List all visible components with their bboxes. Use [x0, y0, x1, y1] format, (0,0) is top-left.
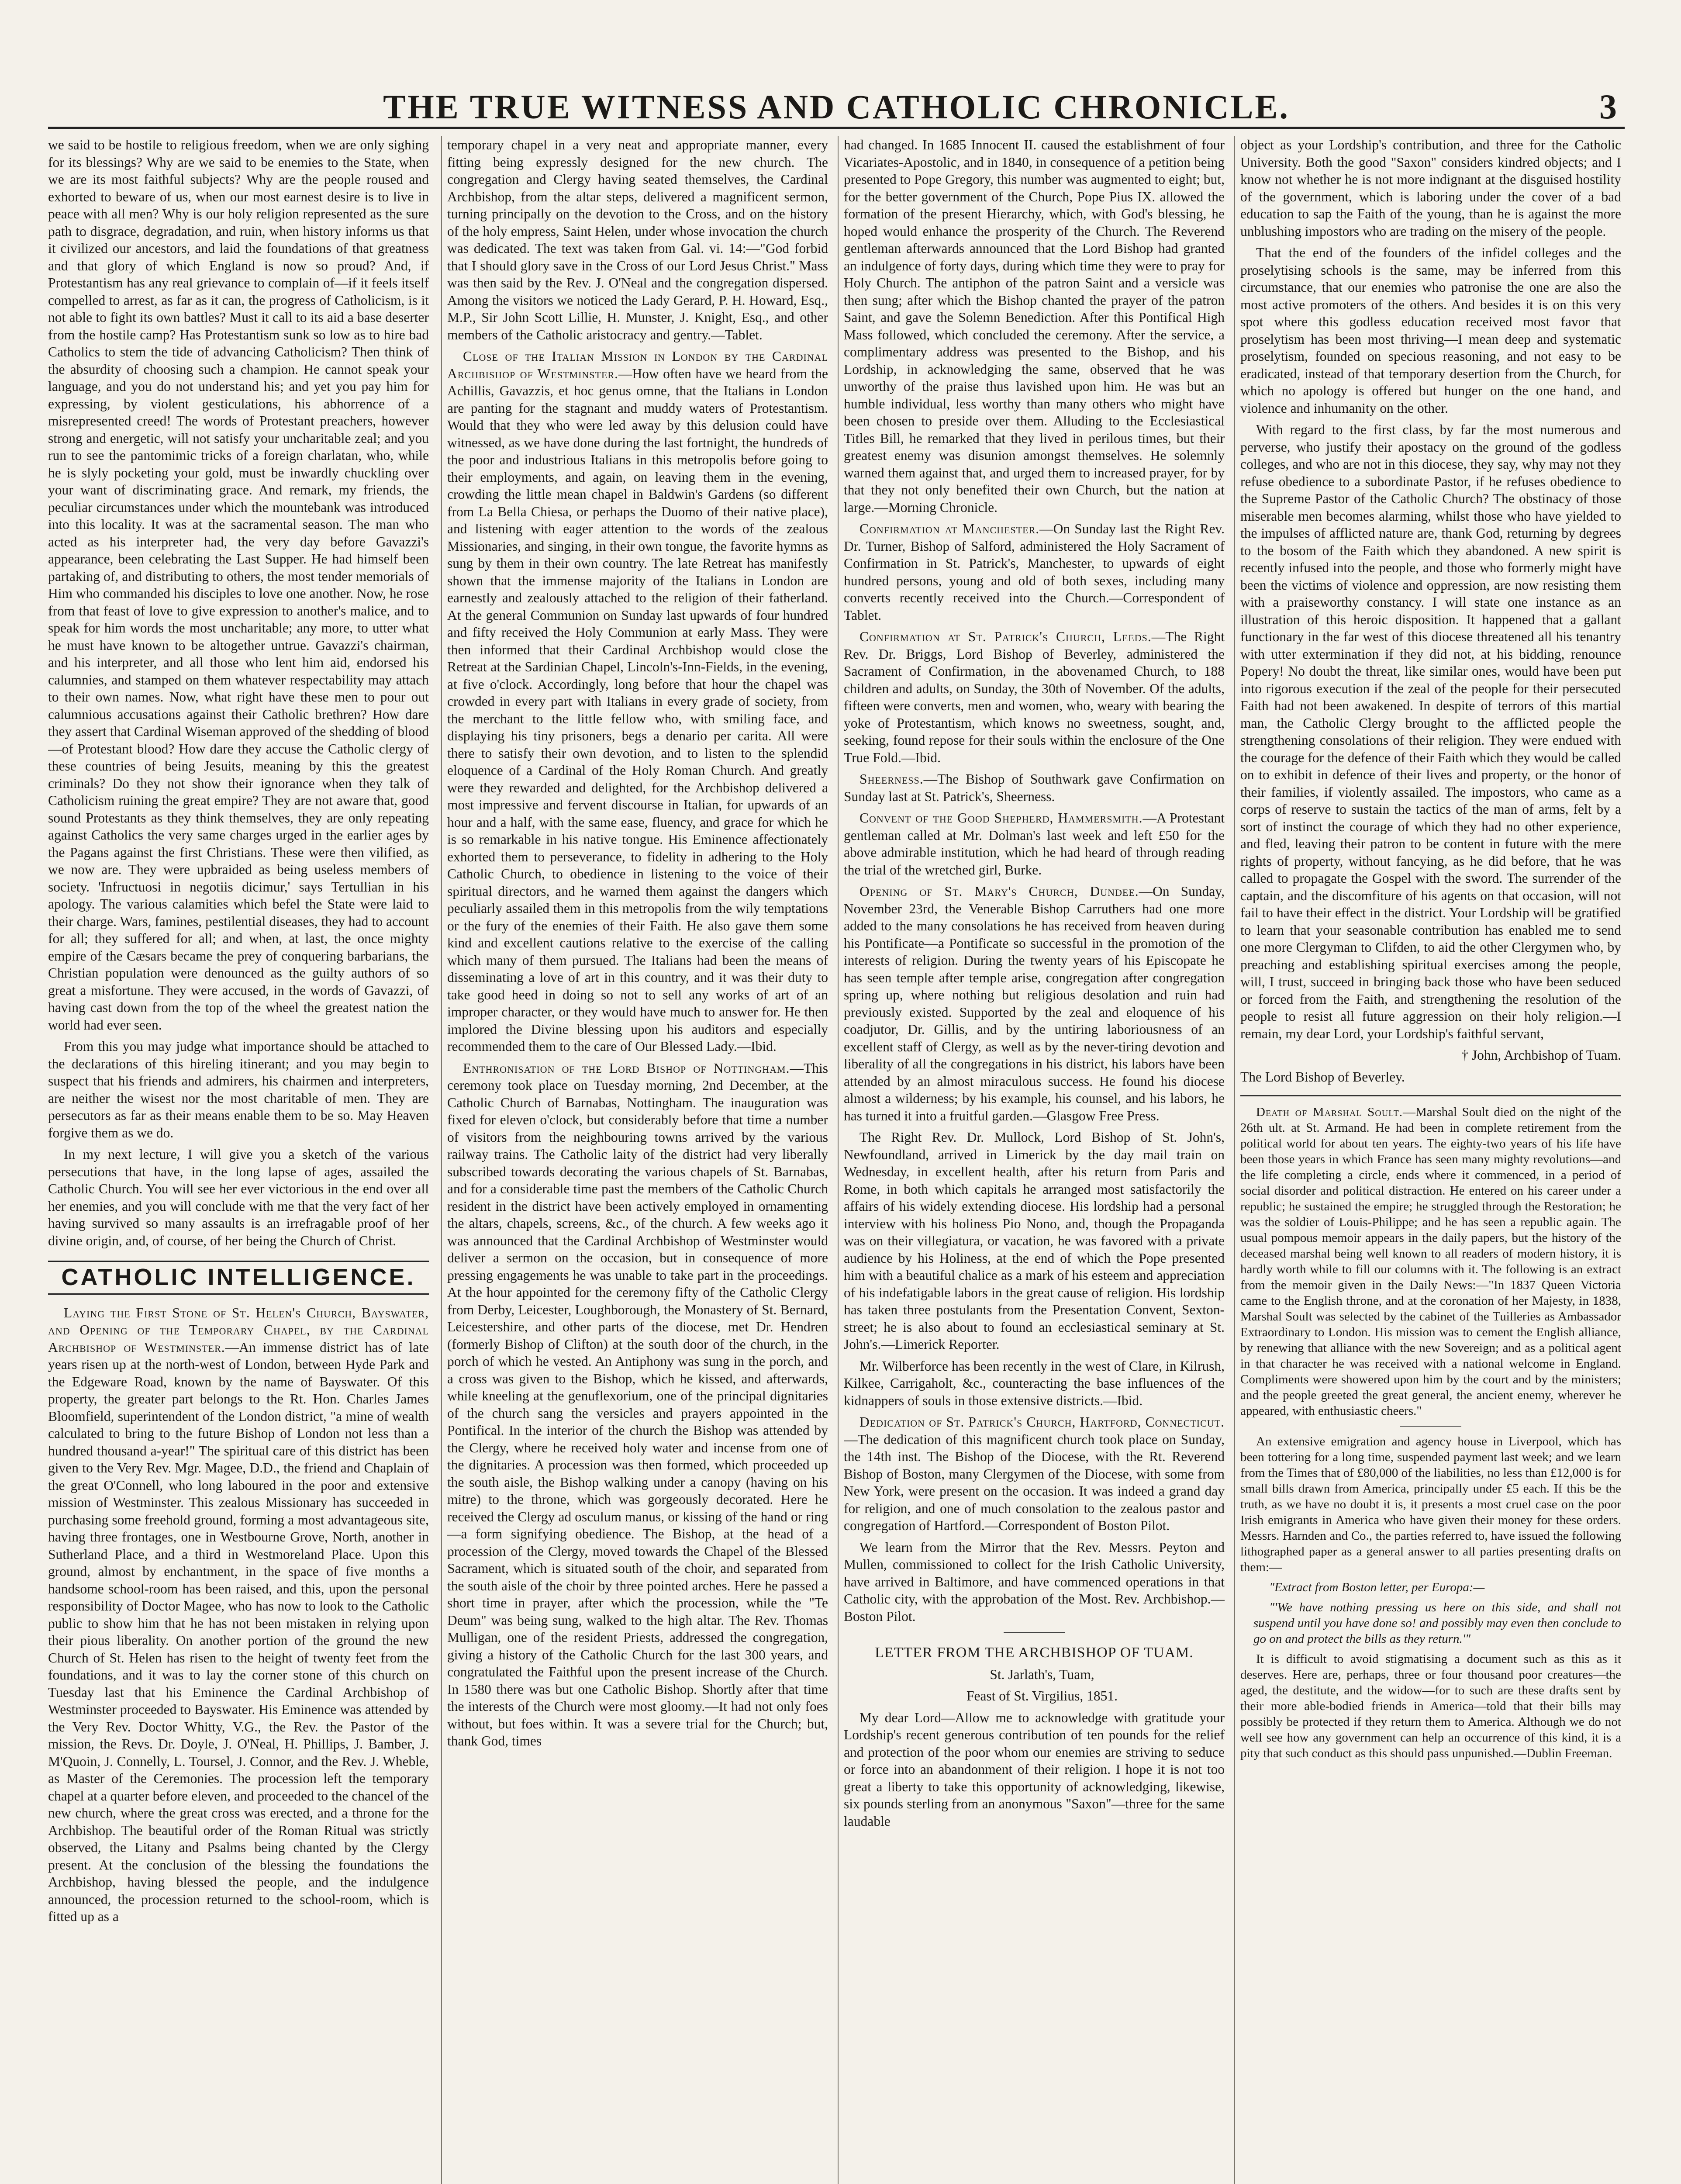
article-body: —On Sunday last the Right Rev. Dr. Turner, Bishop of Salford, administered the Holy Sacrament of Confirmation in St. Patrick's, Manchester, to upwards of eight hundred persons, young and old of both sexes, including many converts recently received into the Church.—Correspondent of Tablet. [844, 521, 1225, 623]
letter-addressee: The Lord Bishop of Beverley. [1240, 1069, 1405, 1085]
article-leeds [844, 628, 1225, 766]
letter-date: Feast of St. Virgilius, 1851. [966, 1688, 1118, 1704]
article-dundee [844, 883, 1225, 1124]
column-rule [838, 136, 839, 2184]
article-body: —On Sunday, November 23rd, the Venerable Bishop Carruthers had one more added to the many consolations he has received from heaven during his Pontificate—a Pontificate so successful in the promotion of the interests of religion. During the twenty years of his Episcopate he has seen temple after temple arise, congregation after congregation spring up, where nothing but religious desolation and ruin had previously existed. Supported by the zeal and eloquence of his coadjutor, Dr. Gillis, and by the untiring laboriousness of an excellent staff of Clergy, as well as by the never-tiring devotion and liberality of all the congregations in his district, his labors have been attended by an almost miraculous success. He found his diocese almost a wilderness; by his example, his counsel, and his labors, he has turned it into a fruitful garden.—Glasgow Free Press. [844, 884, 1225, 1123]
letter-place: St. Jarlath's, Tuam, [990, 1666, 1094, 1682]
article-body: —The Right Rev. Dr. Briggs, Lord Bishop of Beverley, administered the Sacrament of Confirmation, in the abovenamed Church, to 188 children and adults, on Sunday, the 30th of November. Of the adults, fifteen were converts, men and women, who, weary with bearing the yoke of Protestantism, which knows no sweetness, sought, and, seeking, found repose for their souls within the enclosure of the One True Fold.—Ibid. [844, 629, 1225, 765]
article-body: —This ceremony took place on Tuesday morning, 2nd December, at the Catholic Church of Barnabas, Nottingham. The inauguration was fixed for eleven o'clock, but considerably before that time a number of visitors from the neighbouring towns arrived by the various railway trains. The Catholic laity of the district had very liberally subscribed towards decorating the various chapels of St. Barnabas, and for a considerable time past the members of the Catholic Church resident in the district have been actively employed in ornamenting the altars, chapels, screens, &c., of the church. A few weeks ago it was announced that the Cardinal Archbishop of Westminster would deliver a sermon on the occasion, but in consequence of more pressing engagements he was unable to take part in the proceedings. At the hour appointed for the ceremony fifty of the Catholic Clergy from Derby, Leicester, Loughborough, the Monastery of St. Bernard, Leicestershire, and other parts of the diocese, met Dr. Hendren (formerly Bishop of Clifton) at the south door of the church, in the porch of which he vested. An Antiphony was sung in the porch, and a cross was given to the Bishop, which he kissed, and afterwards, while kneeling at the genuflexorium, one of the principal dignitaries of the church sang the versicles and prayers appointed in the Pontifical. In the interior of the church the Bishop was attended by the Clergy, where he received holy water and incense from one of the dignitaries. A procession was then formed, which proceeded up the south aisle, the Bishop walking under a canopy (having on his mitre) to the throne, which was gorgeously decorated. Here he received the Clergy ad osculum manus, or kissing of the hand or ring—a form signifying obedience. The Bishop, at the head of a procession of the Clergy, moved towards the Chapel of the Blessed Sacrament, which is situated south of the choir, and separated from the south aisle of the choir by three pointed arches. Here he passed a short time in prayer, after which the procession, while the "Te Deum" was being sung, walked to the high altar. The Rev. Thomas Mulligan, one of the resident Priests, addressed the congregation, giving a history of the Catholic Church for the last 300 years, and congratulated the Faithful upon the present increase of the Church. In 1580 there was but one Catholic Bishop. Shortly after that time the interests of the Church were most gloomy.—It had not only foes without, but foes within. It was a severe trial for the Church; but, thank God, times [447, 1060, 828, 1749]
article-hartford [844, 1413, 1225, 1534]
article-continuation: temporary chapel in a very neat and appropriate manner, every fitting being expressly designed for the new church. The congregation and Clergy having seated themselves, the Cardinal Archbishop, from the altar steps, delivered a magnificent sermon, turning principally on the devotion to the Cross, and on the history of the holy empress, Saint Helen, under whose invocation the church was dedicated. The text was taken from Gal. vi. 14:—"God forbid that I should glory save in the Cross of our Lord Jesus Christ." Mass was then said by the Rev. J. O'Neal and the congregation dispersed. Among the visitors we noticed the Lady Gerard, P. H. Howard, Esq., M.P., Sir John Scott Lillie, H. Munster, J. Knight, Esq., and other members of the Catholic aristocracy and gentry.—Tablet. [447, 137, 828, 342]
article-headline: Close of the Italian Mission in London by the Cardinal Archbishop of Westminster. [447, 349, 828, 381]
masthead [48, 78, 1625, 129]
article-mullock: The Right Rev. Dr. Mullock, Lord Bishop of St. John's, Newfoundland, arrived in Limerick by the day mail train on Wednesday, in excellent health, after his return from Paris and Rome, in both which capitals he arranged most satisfactorily the affairs of his widely extending diocese. His lordship had a personal interview with his holiness Pio Nono, and, though the Propaganda was on their villegiatura, or vacation, he was favored with a private audience by his Holiness, at the end of which the Pope presented him with a beautiful chalice as a mark of his esteem and appreciation of his indefatigable labors in the great cause of religion. His lordship has taken three postulants from the Presentation Convent, Sexton-street; he is also about to found an ecclesiastical seminary at St. John's.—Limerick Reporter. [844, 1130, 1225, 1352]
lecture-paragraph: From this you may judge what importance should be attached to the declarations of this hireling itinerant; and you may begin to suspect that his friends and admirers, his chairmen and interpreters, are neither the wisest nor the most charitable of men. They are persecutors as far as their means enable them to be so. May Heaven forgive them as we do. [48, 1039, 429, 1140]
article-headline: Death of Marshal Soult. [1256, 1105, 1403, 1119]
article-headline: Dedication of St. Patrick's Church, Hartford, Connecticut. [859, 1414, 1225, 1430]
column-2 [447, 136, 828, 2184]
letter-paragraph: With regard to the first class, by far the most numerous and perverse, who justify their apostacy on the ground of the godless colleges, and who are not in this diocese, they say, why may not they refuse obedience to a subordinate Pastor, if he refuses obedience to the Supreme Pastor of the Catholic Church? The obstinacy of those miserable men becomes alarming, whilst those who have yielded to the impulses of afflicted nature are, thank God, returning by degrees to the bosom of the Faith which they abandoned. A new spirit is recently infused into the people, and those who formerly might have been the victims of violence and oppression, are now resisting them with a praiseworthy constancy. I will state one instance as an illustration of this heroic disposition. It happened that a gallant functionary in the far west of this diocese threatened all his tenantry with utter extermination if they did not, at his bidding, renounce Popery! No doubt the threat, like similar ones, would have been put into rigorous execution if the zeal of the people for their persecuted Faith had not been awakened. In despite of terrors of this martial man, the Catholic Clergy brought to the afflicted people the strengthening consolations of their religion. They were endued with the courage for the defence of their Faith which they would be called on to exhibit in defence of their lives and property, or the honor of their families, if violently assailed. The impostors, who came as a corps of reserve to sustain the tactics of the man of arms, felt by a sort of instinct the courage of which they had no other experience, and fled, leaving their patron to be content in future with the mere rights of property, without fancying, as he did before, that he was called to propagate the Gospel with the sword. The surrender of the captain, and the discomfiture of his agents on that occasion, will not fail to have their effect in the district. Your Lordship will be gratified to learn that your seasonable contribution has enabled me to send one more Clergyman to Clifden, to aid the other Clergymen who, by preaching and establishing spiritual exercises among the people, will, I trust, succeed in bringing back those who have been seduced or forced from the Faith, and strengthening the resolution of the people to resist all future aggression on their holy religion.—I remain, my dear Lord, your Lordship's faithful servant, [1240, 422, 1621, 1041]
letter-headline: LETTER FROM THE ARCHBISHOP OF TUAM. [875, 1645, 1194, 1661]
article-body: —The dedication of this magnificent church took place on Sunday, the 14th inst. The Bishop of the Diocese, with the Rt. Reverend Bishop of Boston, many Clergymen of the Diocese, with some from New York, were present on the occasion. It was indeed a grand day for religion, and one of much consolation to the zealous pastor and congregation of Hartford.—Correspondent of Boston Pilot. [844, 1431, 1225, 1533]
divider [1240, 1095, 1621, 1096]
article-closing: It is difficult to avoid stigmatising a document such as this as it deserves. Here are, perhaps, three or four thousand poor creatures—the aged, the destitute, and the widow—for to such are these drafts sent by their more able-bodied friends in America—told that their bills may possibly be protected if they return them to America. Although we do not well see how any government can help an occurrence of this kind, it is a pity that such conduct as this should pass unpunished.—Dublin Freeman. [1240, 1652, 1621, 1760]
divider [1400, 1426, 1461, 1427]
letter-body: My dear Lord—Allow me to acknowledge with gratitude your Lordship's recent generous contribution of ten pounds for the relief and protection of the poor whom our enemies are striving to seduce or force into an abandonment of their religion. I hope it is not too great a liberty to take this opportunity of acknowledging, likewise, six pounds sterling from an anonymous "Saxon"—three for the same laudable [844, 1710, 1225, 1829]
letter-paragraph: That the end of the founders of the infidel colleges and the proselytising schools is the same, may be inferred from this circumstance, that our enemies who patronise the one are also the most active promoters of the others. And besides it is on this very spot where this godless education received most favor that proselytism has been most thriving—I mean deep and systematic proselytism, founded on specious reasoning, and not easy to be eradicated, instead of that temporary desertion from the Church, for which no apology is offered but hunger on the one hand, and violence and inhumanity on the other. [1240, 245, 1621, 416]
article-headline: Opening of St. Mary's Church, Dundee. [859, 884, 1139, 899]
lecture-paragraph: In my next lecture, I will give you a sketch of the various persecutions that have, in the long lapse of ages, assailed the Catholic Church. You will see her ever victorious in the end over all her enemies, and you will conclude with me that the very fact of her having survived so many assaults is an irrefragable proof of her divine origin, and, of course, of her being the Church of Christ. [48, 1147, 429, 1248]
letter-continuation: object as your Lordship's contribution, and three for the Catholic University. Both the good "Saxon" considers kindred objects; and I know not whether he is not more indignant at the disguised hostility of the government, which is laboring under the cover of a bad education to sap the Faith of the young, than he is against the more unblushing impostors who are trading on the misery of the people. [1240, 137, 1621, 239]
article-wilberforce: Mr. Wilberforce has been recently in the west of Clare, in Kilrush, Kilkee, Carrigaholt, &c., counteracting the base influences of the kidnappers of souls in those extensive districts.—Ibid. [844, 1358, 1225, 1408]
article-continuation: had changed. In 1685 Innocent II. caused the establishment of four Vicariates-Apostolic, and in 1840, in consequence of a petition being presented to Pope Gregory, this number was augmented to eight; but, for the better government of the Church, Pope Pius IX. allowed the formation of the present Hierarchy, which, with God's blessing, he hoped would enhance the prosperity of the Church. The Reverend gentleman afterwards announced that the Lord Bishop had granted an indulgence of forty days, during which time they were to pray for Holy Church. The antiphon of the patron Saint and a versicle was then sung; after which the Bishop chanted the prayer of the patron Saint, and gave the Solemn Benediction. After this Pontifical High Mass followed, which concluded the ceremony. After the service, a complimentary address was presented to the Bishop, and his Lordship, in acknowledging the same, observed that he was unworthy of the praise thus lavished upon him. He was but an humble individual, less worthy than many others who might have been chosen to preside over them. Alluding to the Ecclesiastical Titles Bill, he remarked that they lived in perilous times, but their greatest enemy was disunion amongst themselves. He solemnly warned them against that, and urged them to increased prayer, for by that they not only benefited their own Church, but the nation at large.—Morning Chronicle. [844, 137, 1225, 515]
column-4 [1240, 136, 1621, 2184]
article-body: —Marshal Soult died on the night of the 26th ult. at St. Armand. He had been in complete retirement from the political world for about ten years. The eighty-two years of his life have been those years in which France has seen many mighty revolutions—and the life completing a circle, ends where it commenced, in a period of social disorder and political distraction. He entered on his career under a republic; he sustained the empire; he struggled through the Restoration; he was the soldier of Louis-Philippe; and he has seen a republic again. The usual pompous memoir appears in the daily papers, but the history of the deceased marshal being well known to all readers of modern history, it is hardly worth while to fill our columns with it. The following is an extract from the memoir given in the Daily News:—"In 1837 Queen Victoria came to the English throne, and at the coronation of her Majesty, in 1838, Marshal Soult was selected by the cabinet of the Tuilleries as Ambassador Extraordinary to London. His mission was to cement the English alliance, by renewing that alliance with the new Sovereign; and as a political agent in that character he was received with a national welcome in England. Compliments were showered upon him by the court and by the ministers; and the people greeted the great general, the ancient enemy, wherever he appeared, with enthusiastic cheers." [1240, 1105, 1621, 1418]
article-emigration: An extensive emigration and agency house in Liverpool, which has been tottering for a long time, suspended payment last week; and we learn from the Times that of £80,000 of the liabilities, no less than £12,000 is for small bills drawn from America, principally under £5 each. If this be the truth, as we have no doubt it is, it presents a most cruel case on the poor Irish emigrants in America who have given their money for these orders. Messrs. Harnden and Co., the parties referred to, have issued the following lithographed paper as a general answer to all parties presenting drafts on them:— [1240, 1434, 1621, 1574]
column-rule [441, 136, 442, 2184]
section-title-catholic-intelligence: CATHOLIC INTELLIGENCE. [48, 1261, 429, 1295]
article-soult [1240, 1104, 1621, 1419]
extract-intro: "Extract from Boston letter, per Europa:— [1269, 1580, 1485, 1594]
page-body [48, 136, 1625, 2184]
column-1 [48, 136, 429, 2184]
article-headline: Sheerness. [859, 771, 924, 787]
lecture-paragraph: we said to be hostile to religious freedom, when we are only sighing for its blessings? Why are we said to be enemies to the State, when we are its most faithful subjects? Why are the people roused and exhorted to beware of us, when our most earnest desire is to live in peace with all men? Why is our holy religion represented as the sure path to disgrace, degradation, and ruin, when history informs us that it civilized our ancestors, and laid the foundations of that greatness and that glory of which England is now so proud? And, if Protestantism has any real grievance to complain of—if it feels itself compelled to arrest, as far as it can, the progress of Catholicism, is it not able to fight its own battles? Must it call to its aid a base deserter from the hostile camp? Has Protestantism sunk so low as to hire bad Catholics to stem the tide of advancing Catholicism? Then think of the absurdity of choosing such a champion. He cannot speak your language, and you do not understand his; and yet you pay him for expressing, by violent gesticulations, his abhorrence of a misrepresented creed! The words of Protestant preachers, however strong and energetic, will not satisfy your uncharitable zeal; and you run to see the pantomimic tricks of a foreign charlatan, who, while he is slyly pocketing your gold, must be inwardly chuckling over your want of discriminating grace. And remark, my friends, the peculiar circumstances under which the mountebank was introduced into this locality. It was at the sacramental season. The man who acted as his interpreter had, the very day before Gavazzi's appearance, been celebrating the Last Supper. He had himself been partaking of, and distributing to others, the most tender memorials of Him who commanded his disciples to love one another. Now, he rose from that feast of love to give expression to another's malice, and to speak for him words the most uncharitable; any more, to utter what he must have known to be altogether untrue. Gavazzi's chairman, and his interpreter, and all those who lent him aid, endorsed his calumnies, and stamped on them whatever respectability may attach to their own names. Now, what right have these men to pour out calumnious accusations against their Catholic brethren? How dare they assert that Cardinal Wiseman approved of the shedding of blood—of Protestant blood? How dare they accuse the Catholic clergy of these countries of being Jesuits, meaning by this the greatest criminals? Do they not show their ignorance when they talk of Catholicism ruining the great empire? They are not aware that, good sound Protestants as they think themselves, they are only repeating against Catholics the very same charges urged in the earlier ages by the Pagans against the first Christians. These were then vilified, as we now are. They were upbraided as being useless members of society. 'Infructuosi in negotiis dicimur,' says Tertullian in his apology. The various calamities which befel the State were laid to their charge. Wars, famines, pestilential diseases, they had to account for all; they suffered for all; and when, at last, the once mighty empire of the Cæsars became the prey of conquering barbarians, the Christian population were denounced as the guilty authors of so great a misfortune. They were accused, in the words of Gavazzi, of having cast down from the top of the wheel the greatest nation the world had ever seen. [48, 137, 429, 1033]
article-headline: Convent of the Good Shepherd, Hammersmith. [859, 810, 1143, 826]
article-body: —An immense district has of late years risen up at the north-west of London, between Hyde Park and the Edgeware Road, known by the name of Bayswater. Of this property, the greater part belongs to the Rt. Hon. Charles James Bloomfield, superintendent of the London district, "a mine of wealth calculated to bring to the future Bishop of London not less than a hundred thousand a-year!" The spiritual care of this district has been given to the Very Rev. Mgr. Magee, D.D., the friend and Chaplain of the great O'Connell, who long laboured in the poor and extensive mission of Westminster. This zealous Missionary has succeeded in purchasing some freehold ground, forming a most advantageous site, having three frontages, one in Westbourne Grove, North, another in Sutherland Place, and a third in Westmoreland Place. Upon this ground, almost by enchantment, in the space of five months a handsome school-room has been raised, and this, upon the personal responsibility of Doctor Magee, who has now to look to the Catholic public to show him that he has not been mistaken in relying upon their pious liberality. On another portion of the ground the new Church of St. Helen has risen to the height of twenty feet from the foundations, and it was to lay the corner stone of this church on Tuesday last that his Eminence the Cardinal Archbishop of Westminster proceeded to Bayswater. His Eminence was attended by the Very Rev. Doctor Whitty, V.G., the Rev. the Pastor of the mission, the Revs. Dr. Doyle, J. O'Neal, H. Phillips, J. Bamber, J. M'Quoin, J. Connelly, L. Toursel, J. Connor, and the Rev. J. Wheble, as Master of the Ceremonies. The procession left the temporary chapel at a quarter before eleven, and proceeded to the chancel of the new church, where the great cross was erected, and a throne for the Archbishop. The beautiful order of the Roman Ritual was strictly observed, the Litany and Psalms being chanted by the Clergy present. At the conclusion of the blessing the foundations the Archbishop, having blessed the people, and the indulgence announced, the procession returned to the school-room, which is fitted up as a [48, 1339, 429, 1924]
article-nottingham [447, 1060, 828, 1750]
article-body: —How often have we heard from the Achillis, Gavazzis, et hoc genus omne, that the Italians in London are panting for the stagnant and muddy waters of Protestantism. Would that they who were led away by this delusion could have witnessed, as we have done during the last fortnight, the hundreds of the poor and industrious Italians in this metropolis before going to their employments, and again, on leaving them in the evening, crowding the little mean chapel in Baldwin's Gardens (so different from La Bella Chiesa, or perhaps the Duomo of their native place), and listening with eager attention to the words of the zealous Missionaries, and singing, in their own tongue, the favorite hymns as sung by them in their own country. The late Retreat has manifestly shown that the immense majority of the Italians in London are earnestly and zealously attached to the religion of their fatherland. At the general Communion on Sunday last upwards of four hundred and fifty received the Holy Communion at early Mass. They were then informed that their Cardinal Archbishop would close the Retreat at the Sardinian Chapel, Lincoln's-Inn-Fields, in the evening, at five o'clock. Accordingly, long before that hour the chapel was crowded in every part with Italians in every grade of society, from the merchant to the little fellow who, with smiling face, and displaying his tiny prisoners, begs a denario per carita. All were there to satisfy their own devotion, and to listen to the splendid eloquence of a Cardinal of the Holy Roman Church. And greatly were they rewarded and delighted, for the Archbishop delivered a most impressive and fervent discourse in Italian, for upwards of an hour and a half, with the same ease, fluency, and grace for which he is so remarkable in his native tongue. His Eminence affectionately exhorted them to perseverance, to fidelity in adhering to the Holy Catholic Church, to obedience in listening to the voice of their spiritual directors, and he warned them against the dangers which peculiarly assailed them in this metropolis from the wily temptations or the fury of the enemies of their Faith. He also gave them some kind and excellent cautions relative to the exercise of the calling which many of them pursued. The Italians had been the means of disseminating a love of art in this country, and it was their duty to take good heed in doing so not to sell any works of art of an improper character, or they would have much to answer for. He then implored the Divine blessing upon his auditors and especially recommended them to the care of Our Blessed Lady.—Ibid. [447, 366, 828, 1054]
article-italian-mission [447, 348, 828, 1055]
article-headline: Enthronisation of the Lord Bishop of Nottingham. [463, 1060, 790, 1076]
newspaper-title: THE TRUE WITNESS AND CATHOLIC CHRONICLE. [383, 88, 1290, 126]
article-headline: Laying the First Stone of St. Helen's Church, Bayswater, and Opening of the Temporary Chapel, by the Cardinal Archbishop of Westminster. [48, 1305, 429, 1355]
article-manchester [844, 520, 1225, 624]
article-sheerness [844, 771, 1225, 805]
article-body: —A Protestant gentleman called at Mr. Dolman's last week and left £50 for the above admirable institution, which he had heard of through reading the trial of the wretched girl, Burke. [844, 810, 1225, 878]
article-headline: Confirmation at St. Patrick's Church, Leeds. [859, 629, 1152, 644]
divider [1004, 1632, 1065, 1633]
article-body: —The Bishop of Southwark gave Confirmation on Sunday last at St. Patrick's, Sheerness. [844, 771, 1225, 804]
article-good-shepherd [844, 809, 1225, 878]
extract-quote: "'We have nothing pressing us here on this side, and shall not suspend until you have done so! and possibly may even then conclude to go on and protect the bills as they return.'" [1253, 1600, 1621, 1646]
article-st-helens [48, 1304, 429, 1925]
page-number: 3 [1599, 88, 1617, 126]
column-rule [1234, 136, 1235, 2184]
letter-signature: † John, Archbishop of Tuam. [1461, 1047, 1621, 1063]
column-3 [844, 136, 1225, 2184]
article-headline: Confirmation at Manchester. [859, 521, 1040, 536]
article-mirror: We learn from the Mirror that the Rev. Messrs. Peyton and Mullen, commissioned to collect for the Irish Catholic University, have arrived in Baltimore, and have commenced operations in that Catholic city, with the approbation of the Most. Rev. Archbishop.—Boston Pilot. [844, 1539, 1225, 1624]
